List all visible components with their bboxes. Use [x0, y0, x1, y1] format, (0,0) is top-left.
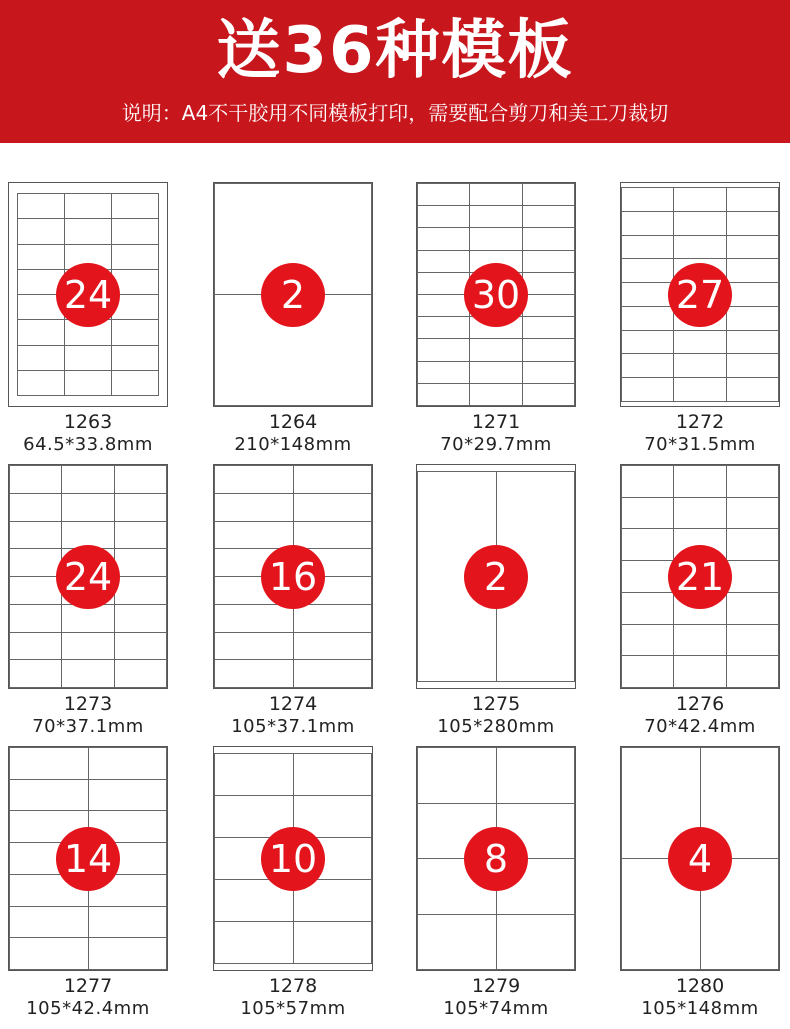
label-cell — [10, 466, 62, 494]
label-cell — [727, 561, 779, 593]
label-cell — [18, 371, 65, 396]
label-cell — [18, 194, 65, 219]
template-card — [8, 182, 168, 462]
label-cell — [215, 466, 294, 494]
label-cell — [215, 605, 294, 633]
label-cell — [523, 317, 575, 339]
label-cell — [62, 605, 114, 633]
label-cell — [18, 320, 65, 345]
label-cell — [418, 915, 497, 971]
label-cell — [674, 378, 726, 402]
label-cell — [523, 384, 575, 406]
label-cell — [294, 466, 373, 494]
label-sheet-preview — [8, 464, 168, 689]
label-cell — [523, 273, 575, 295]
label-cell — [10, 522, 62, 550]
label-cell — [727, 283, 779, 307]
label-sheet-preview — [416, 746, 576, 971]
label-cell — [674, 466, 726, 498]
label-cell — [622, 378, 674, 402]
label-sheet-preview — [8, 746, 168, 971]
label-cell — [727, 212, 779, 236]
label-count-badge: 24 — [56, 545, 120, 609]
template-code: 1276 — [675, 693, 725, 715]
template-card — [213, 464, 373, 744]
label-cell — [622, 354, 674, 378]
label-cell — [294, 522, 373, 550]
label-cell — [622, 307, 674, 331]
label-cell — [115, 660, 167, 688]
label-cell — [115, 633, 167, 661]
label-cell — [89, 907, 168, 939]
label-sheet-preview — [213, 182, 373, 407]
label-cell — [215, 922, 294, 964]
label-cell — [10, 748, 89, 780]
label-cell — [470, 362, 522, 384]
label-cell — [418, 362, 470, 384]
label-cell — [418, 295, 470, 317]
label-cell — [115, 466, 167, 494]
label-cell — [523, 184, 575, 206]
label-size: 105*37.1mm — [231, 716, 355, 737]
label-cell — [418, 384, 470, 406]
label-cell — [65, 219, 112, 244]
label-cell — [470, 184, 522, 206]
label-count-badge: 14 — [56, 827, 120, 891]
label-cell — [622, 498, 674, 530]
label-cell — [622, 259, 674, 283]
label-sheet-preview — [620, 182, 780, 407]
label-cell — [622, 561, 674, 593]
label-size: 70*29.7mm — [440, 434, 552, 455]
label-count-badge: 4 — [668, 827, 732, 891]
label-cell — [622, 283, 674, 307]
label-cell — [112, 219, 159, 244]
label-cell — [10, 549, 62, 577]
label-cell — [674, 212, 726, 236]
template-code: 1275 — [471, 693, 521, 715]
label-cell — [65, 346, 112, 371]
label-cell — [62, 660, 114, 688]
label-cell — [622, 656, 674, 688]
label-cell — [10, 633, 62, 661]
label-cell — [10, 938, 89, 970]
template-code: 1274 — [268, 693, 318, 715]
label-count-badge: 27 — [668, 263, 732, 327]
label-cell — [523, 339, 575, 361]
label-size: 105*148mm — [641, 998, 759, 1019]
label-count-badge: 2 — [261, 263, 325, 327]
label-cell — [294, 754, 373, 796]
label-cell — [10, 605, 62, 633]
label-sheet-preview — [620, 746, 780, 971]
label-cell — [65, 371, 112, 396]
label-cell — [523, 251, 575, 273]
label-sheet-preview — [416, 464, 576, 689]
label-cell — [674, 331, 726, 355]
label-cell — [18, 245, 65, 270]
label-count-badge: 24 — [56, 263, 120, 327]
label-cell — [18, 346, 65, 371]
label-cell — [727, 625, 779, 657]
page-title: 送36种模板 — [216, 14, 574, 88]
label-cell — [674, 354, 726, 378]
template-card — [416, 746, 576, 1026]
label-cell — [727, 656, 779, 688]
template-code: 1263 — [63, 411, 113, 433]
label-cell — [727, 466, 779, 498]
label-size: 70*31.5mm — [644, 434, 756, 455]
label-cell — [418, 251, 470, 273]
label-cell — [622, 212, 674, 236]
label-size: 105*280mm — [437, 716, 555, 737]
label-cell — [622, 529, 674, 561]
label-cell — [497, 915, 576, 971]
label-cell — [112, 320, 159, 345]
label-cell — [10, 577, 62, 605]
label-cell — [418, 273, 470, 295]
label-sheet-preview — [213, 746, 373, 971]
label-cell — [674, 656, 726, 688]
label-size: 64.5*33.8mm — [23, 434, 153, 455]
label-cell — [115, 494, 167, 522]
label-size: 210*148mm — [234, 434, 352, 455]
label-cell — [470, 228, 522, 250]
template-code: 1273 — [63, 693, 113, 715]
label-cell — [523, 295, 575, 317]
label-cell — [10, 907, 89, 939]
label-cell — [115, 605, 167, 633]
template-card — [620, 182, 780, 462]
template-card — [8, 746, 168, 1026]
label-sheet-preview — [620, 464, 780, 689]
label-cell — [89, 780, 168, 812]
label-cell — [727, 593, 779, 625]
label-cell — [470, 206, 522, 228]
label-cell — [294, 660, 373, 688]
label-cell — [112, 371, 159, 396]
label-cell — [89, 938, 168, 970]
label-cell — [470, 384, 522, 406]
label-cell — [10, 660, 62, 688]
label-cell — [115, 522, 167, 550]
label-cell — [294, 633, 373, 661]
label-cell — [727, 307, 779, 331]
label-cell — [470, 339, 522, 361]
label-count-badge: 30 — [464, 263, 528, 327]
label-cell — [622, 593, 674, 625]
label-cell — [727, 354, 779, 378]
label-cell — [622, 625, 674, 657]
template-code: 1264 — [268, 411, 318, 433]
label-cell — [622, 331, 674, 355]
label-cell — [294, 922, 373, 964]
label-cell — [89, 748, 168, 780]
template-code: 1277 — [63, 975, 113, 997]
label-cell — [622, 236, 674, 260]
template-card — [416, 182, 576, 462]
label-count-badge: 16 — [261, 545, 325, 609]
label-cell — [215, 494, 294, 522]
label-cell — [294, 605, 373, 633]
label-cell — [418, 339, 470, 361]
label-cell — [497, 748, 576, 804]
page-subtitle: 说明：A4不干胶用不同模板打印，需要配合剪刀和美工刀裁切 — [121, 101, 669, 125]
label-count-badge: 10 — [261, 827, 325, 891]
label-cell — [10, 780, 89, 812]
label-cell — [523, 228, 575, 250]
label-count-badge: 8 — [464, 827, 528, 891]
template-card — [213, 746, 373, 1026]
label-cell — [418, 206, 470, 228]
template-code: 1271 — [471, 411, 521, 433]
label-cell — [294, 494, 373, 522]
template-code: 1278 — [268, 975, 318, 997]
label-cell — [727, 188, 779, 212]
label-size: 70*37.1mm — [32, 716, 144, 737]
label-cell — [215, 633, 294, 661]
label-cell — [18, 219, 65, 244]
label-cell — [215, 754, 294, 796]
label-sheet-preview — [416, 182, 576, 407]
label-cell — [65, 194, 112, 219]
label-cell — [727, 259, 779, 283]
label-cell — [727, 529, 779, 561]
label-cell — [62, 494, 114, 522]
template-card — [213, 182, 373, 462]
label-size: 70*42.4mm — [644, 716, 756, 737]
label-sheet-preview — [8, 182, 168, 407]
label-cell — [674, 236, 726, 260]
label-size: 105*57mm — [240, 998, 346, 1019]
label-cell — [418, 748, 497, 804]
label-count-badge: 2 — [464, 545, 528, 609]
label-cell — [115, 549, 167, 577]
label-cell — [674, 625, 726, 657]
label-cell — [215, 660, 294, 688]
label-cell — [418, 317, 470, 339]
label-cell — [727, 378, 779, 402]
header-banner — [0, 0, 790, 143]
label-cell — [523, 206, 575, 228]
label-cell — [622, 188, 674, 212]
label-cell — [215, 522, 294, 550]
label-cell — [112, 346, 159, 371]
template-code: 1279 — [471, 975, 521, 997]
label-cell — [418, 184, 470, 206]
label-size: 105*42.4mm — [26, 998, 150, 1019]
label-cell — [62, 633, 114, 661]
label-cell — [112, 194, 159, 219]
label-cell — [10, 494, 62, 522]
label-cell — [622, 466, 674, 498]
template-card — [620, 464, 780, 744]
label-cell — [62, 466, 114, 494]
template-code: 1280 — [675, 975, 725, 997]
label-cell — [523, 362, 575, 384]
template-card — [416, 464, 576, 744]
label-cell — [727, 498, 779, 530]
template-card — [8, 464, 168, 744]
label-sheet-preview — [213, 464, 373, 689]
label-cell — [112, 245, 159, 270]
label-cell — [727, 236, 779, 260]
template-code: 1272 — [675, 411, 725, 433]
label-cell — [674, 188, 726, 212]
label-count-badge: 21 — [668, 545, 732, 609]
label-size: 105*74mm — [443, 998, 549, 1019]
label-cell — [674, 498, 726, 530]
label-cell — [727, 331, 779, 355]
label-cell — [418, 228, 470, 250]
template-card — [620, 746, 780, 1026]
label-cell — [115, 577, 167, 605]
